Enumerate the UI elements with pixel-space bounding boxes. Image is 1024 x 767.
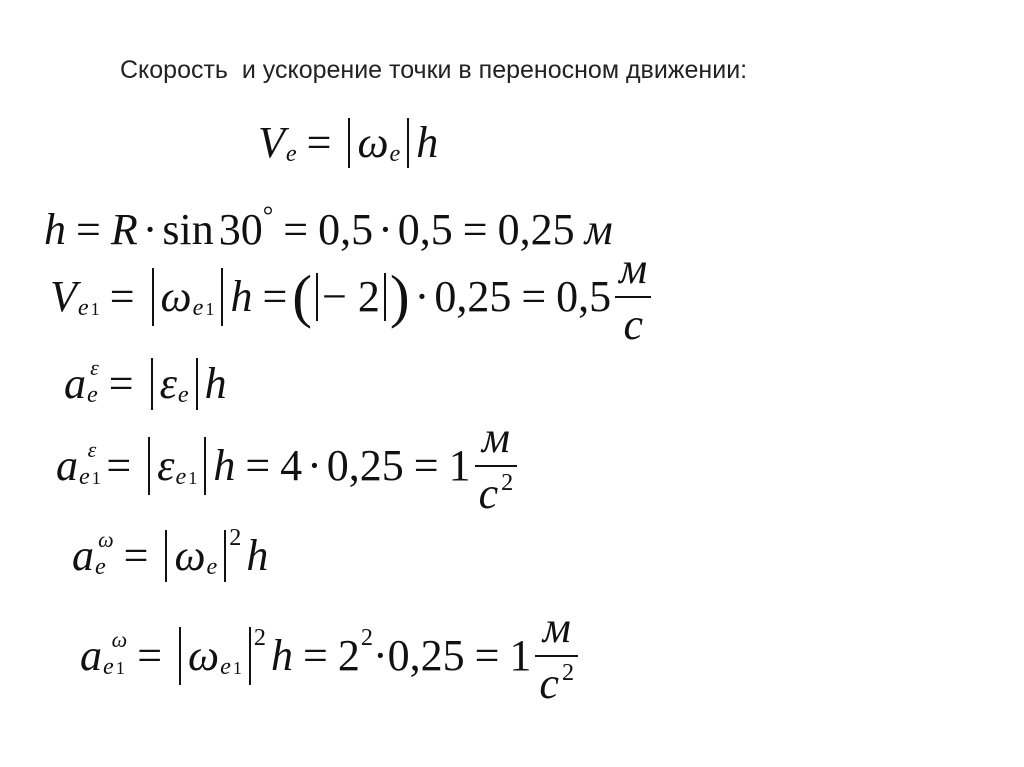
unit-fraction bbox=[615, 244, 651, 349]
abs-bar-right bbox=[224, 530, 226, 582]
unit-denominator: с $^2$ bbox=[539, 658, 575, 708]
degree-symbol: ° bbox=[262, 200, 274, 231]
unit-fraction bbox=[475, 413, 518, 518]
sub-e: e 1 bbox=[103, 652, 125, 680]
fraction-line bbox=[615, 296, 651, 298]
unit-numerator: м bbox=[542, 603, 571, 652]
sup-epsilon: ε bbox=[90, 354, 99, 380]
sub-e: e bbox=[285, 139, 297, 167]
fraction-line bbox=[475, 465, 518, 467]
var-h: h bbox=[44, 205, 66, 254]
abs-bar-right bbox=[196, 358, 198, 410]
unit-numerator: м bbox=[619, 244, 648, 293]
abs-bar-left bbox=[165, 530, 167, 582]
var-r: R bbox=[110, 205, 138, 254]
dot-operator: · bbox=[378, 205, 393, 254]
unit-meter: м bbox=[584, 205, 613, 254]
var-a: a bbox=[56, 441, 78, 490]
var-h: h bbox=[213, 441, 236, 490]
abs-bar-right bbox=[407, 118, 409, 168]
power-two: 2 bbox=[360, 623, 373, 651]
number: 2 bbox=[337, 631, 360, 680]
equals-sign: = bbox=[123, 531, 149, 580]
abs-bar-right bbox=[384, 273, 386, 321]
var-a: a bbox=[72, 531, 94, 580]
sub-e: e bbox=[87, 380, 98, 408]
sub-e: e bbox=[389, 139, 401, 167]
result-value: 1 bbox=[509, 631, 532, 680]
equals-sign: = bbox=[474, 631, 500, 680]
number: 4 bbox=[280, 441, 303, 490]
equation-ve-definition bbox=[258, 118, 438, 168]
var-epsilon: ε bbox=[159, 359, 177, 408]
abs-bar-right bbox=[204, 437, 206, 495]
unit-numerator: м bbox=[481, 413, 510, 462]
unit-denominator: с $^2$ bbox=[478, 468, 514, 518]
equals-sign: = bbox=[521, 272, 547, 321]
sub-e: e bbox=[206, 552, 218, 580]
var-h: h bbox=[416, 118, 439, 167]
equals-sign: = bbox=[76, 205, 101, 254]
var-omega: ω bbox=[188, 631, 220, 680]
var-a: a bbox=[80, 631, 102, 680]
sub-e: e bbox=[177, 380, 189, 408]
var-omega: ω bbox=[357, 118, 389, 167]
number: 0,25 bbox=[326, 441, 404, 490]
sub-e: e 1 bbox=[192, 293, 215, 321]
equation-ae1-eps-value bbox=[56, 413, 517, 518]
abs-bar-left bbox=[316, 273, 318, 321]
unit-fraction bbox=[535, 603, 578, 708]
sub-e: e 1 bbox=[175, 462, 198, 490]
power-two: 2 bbox=[253, 623, 267, 651]
abs-bar-left bbox=[151, 358, 153, 410]
sub-e: e 1 bbox=[79, 462, 101, 490]
result-value: 0,25 bbox=[497, 205, 575, 254]
equals-sign: = bbox=[245, 441, 271, 490]
unit-denominator: с bbox=[623, 300, 643, 349]
result-value: 1 bbox=[448, 441, 471, 490]
equals-sign: = bbox=[303, 631, 328, 680]
equals-sign: = bbox=[109, 272, 135, 321]
equation-ve1-value bbox=[50, 244, 651, 349]
var-h: h bbox=[271, 631, 294, 680]
number: 0,25 bbox=[387, 631, 465, 680]
sub-e: e 1 bbox=[220, 652, 242, 680]
equation-ae-omega-definition bbox=[72, 523, 269, 582]
equals-sign: = bbox=[108, 359, 134, 408]
var-h: h bbox=[246, 531, 269, 580]
sin-function: sin bbox=[162, 205, 214, 254]
power-two: 2 bbox=[229, 523, 242, 551]
number: 0,5 bbox=[397, 205, 453, 254]
slide-heading: Скорость и ускорение точки в переносном движении: bbox=[120, 56, 748, 84]
var-omega: ω bbox=[174, 531, 206, 580]
equation-h-value bbox=[44, 200, 613, 254]
equals-sign: = bbox=[137, 631, 163, 680]
abs-bar-left bbox=[148, 437, 150, 495]
var-v: V bbox=[50, 272, 77, 321]
equation-ae-eps-definition bbox=[64, 354, 227, 410]
abs-bar-left bbox=[152, 268, 154, 326]
equals-sign: = bbox=[306, 118, 332, 167]
equals-sign: = bbox=[413, 441, 439, 490]
result-value: 0,5 bbox=[556, 272, 612, 321]
angle-value: 30 bbox=[218, 205, 263, 254]
number: 0,25 bbox=[434, 272, 512, 321]
var-v: V bbox=[258, 118, 285, 167]
var-h: h bbox=[230, 272, 253, 321]
equals-sign: = bbox=[106, 441, 132, 490]
fraction-line bbox=[535, 655, 578, 657]
negative-two: − 2 bbox=[322, 272, 380, 321]
dot-operator: · bbox=[142, 205, 158, 254]
equals-sign: = bbox=[283, 205, 309, 254]
var-h: h bbox=[204, 359, 227, 408]
sub-e: e bbox=[95, 552, 106, 580]
paren-right: ) bbox=[389, 263, 410, 330]
sup-epsilon: ε bbox=[87, 436, 97, 462]
var-a: a bbox=[64, 359, 86, 408]
abs-bar-right bbox=[249, 627, 251, 685]
number: 0,5 bbox=[318, 205, 374, 254]
sup-omega: ω bbox=[98, 526, 114, 552]
equals-sign: = bbox=[262, 272, 288, 321]
abs-bar-left bbox=[348, 118, 350, 168]
equation-ae1-omega-value bbox=[80, 603, 578, 708]
paren-left: ( bbox=[292, 263, 313, 330]
dot-operator: · bbox=[307, 441, 322, 490]
var-omega: ω bbox=[160, 272, 192, 321]
abs-bar-right bbox=[221, 268, 223, 326]
dot-operator: · bbox=[414, 272, 430, 321]
var-epsilon: ε bbox=[157, 441, 175, 490]
equals-sign: = bbox=[462, 205, 488, 254]
sup-omega: ω bbox=[111, 626, 128, 652]
abs-bar-left bbox=[179, 627, 181, 685]
sub-e: e 1 bbox=[77, 293, 100, 321]
dot-operator: · bbox=[372, 631, 388, 680]
